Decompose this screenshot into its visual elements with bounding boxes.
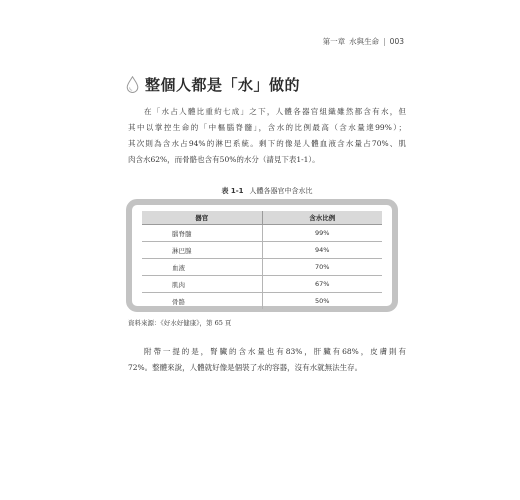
- source-note: 資料來源：《好水好健康》，第 65 頁: [128, 319, 232, 327]
- organ-cell: 血液: [142, 259, 262, 276]
- section-title: 整個人都是「水」做的: [145, 76, 301, 94]
- water-content-table: [142, 211, 382, 309]
- chapter-label: 第一章: [322, 37, 346, 46]
- table-row: [142, 276, 382, 293]
- chapter-title: 水與生命: [349, 37, 380, 46]
- table-row: [142, 242, 382, 259]
- followup-paragraph: [128, 344, 406, 376]
- table-header-row: [142, 211, 382, 225]
- column-header-water-ratio: 含水比例: [262, 211, 382, 225]
- paragraph-line: 72%。整體來說，人體就好像是個裝了水的容器，沒有水就無法生存。: [128, 363, 363, 372]
- paragraph-line: 在「水占人體比重約七成」之下，人體各器官組織雖然都含有水，但: [144, 107, 406, 116]
- water-drop-icon: [126, 76, 139, 93]
- table-number: 表 1-1: [221, 187, 244, 195]
- organ-cell: 腦脊髓: [142, 225, 262, 242]
- organ-cell: 肌肉: [142, 276, 262, 293]
- organ-cell: 淋巴腺: [142, 242, 262, 259]
- ratio-cell: 67%: [262, 276, 382, 293]
- paragraph-line: 其次則為含水占94%的淋巴系統。剩下的像是人體血液含水量占70%、肌: [128, 139, 406, 148]
- table-caption: [128, 186, 406, 196]
- ratio-cell: 94%: [262, 242, 382, 259]
- running-header: [323, 36, 404, 47]
- section-heading: [126, 74, 300, 95]
- ratio-cell: 50%: [262, 293, 382, 310]
- header-separator: |: [383, 37, 386, 46]
- table-row: [142, 293, 382, 310]
- table-row: [142, 225, 382, 242]
- table-row: [142, 259, 382, 276]
- paragraph-line: 其中以掌控生命的「中樞腦脊髓」，含水的比例最高（含水量達99%）；: [128, 123, 406, 132]
- table-title: 人體各器官中含水比: [249, 187, 313, 195]
- table-frame: [126, 199, 398, 312]
- page-number: 003: [389, 37, 404, 46]
- intro-paragraph: [128, 104, 406, 168]
- paragraph-line: 肉含水62%，而骨骼也含有50%的水分（請見下表1-1）。: [128, 155, 320, 164]
- paragraph-line: 附帶一提的是，腎臟的含水量也有83%，肝臟有68%，皮膚則有: [144, 347, 406, 356]
- ratio-cell: 70%: [262, 259, 382, 276]
- ratio-cell: 99%: [262, 225, 382, 242]
- organ-cell: 骨骼: [172, 297, 185, 306]
- column-header-organ: 器官: [142, 211, 262, 225]
